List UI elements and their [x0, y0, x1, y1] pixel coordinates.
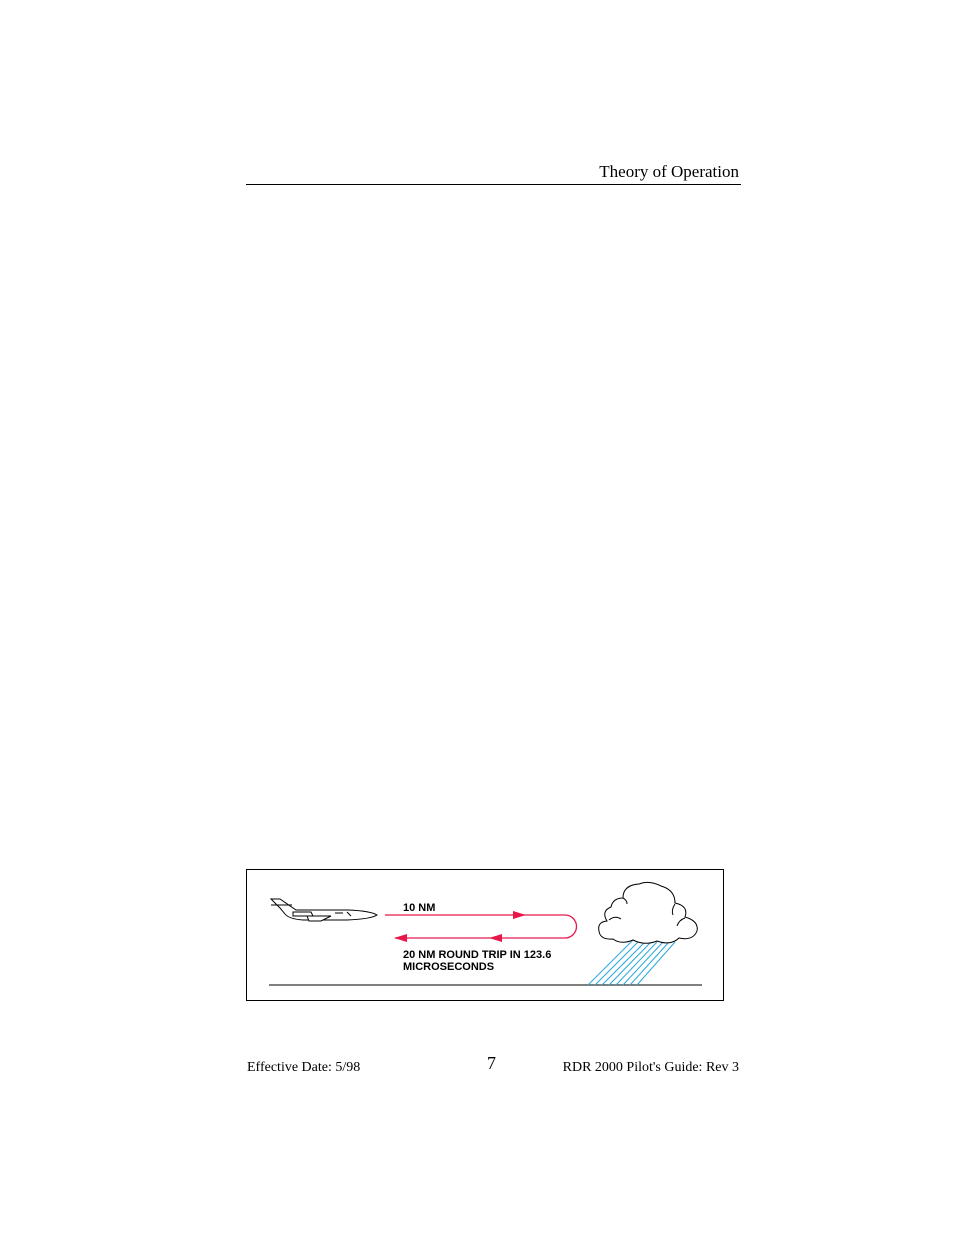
header-divider: [246, 184, 741, 185]
effective-date: Effective Date: 5/98: [247, 1060, 361, 1075]
round-trip-label-line2: MICROSECONDS: [403, 961, 495, 973]
round-trip-label-line1: 20 NM ROUND TRIP IN 123.6: [403, 949, 552, 961]
radar-range-diagram: [247, 870, 725, 1002]
section-title: Theory of Operation: [599, 162, 739, 181]
storm-cloud-icon: [599, 882, 698, 943]
guide-title: RDR 2000 Pilot's Guide: Rev 3: [562, 1060, 739, 1075]
round-trip-label: [403, 949, 551, 973]
return-pulse-arrow: [394, 934, 565, 942]
page-number: 7: [487, 1053, 496, 1073]
outgoing-pulse-arrow: [385, 911, 576, 938]
rain-icon: [588, 940, 675, 985]
distance-label: 10 NM: [403, 902, 436, 914]
jet-aircraft-icon: [271, 899, 377, 921]
radar-range-figure: [246, 869, 724, 1001]
